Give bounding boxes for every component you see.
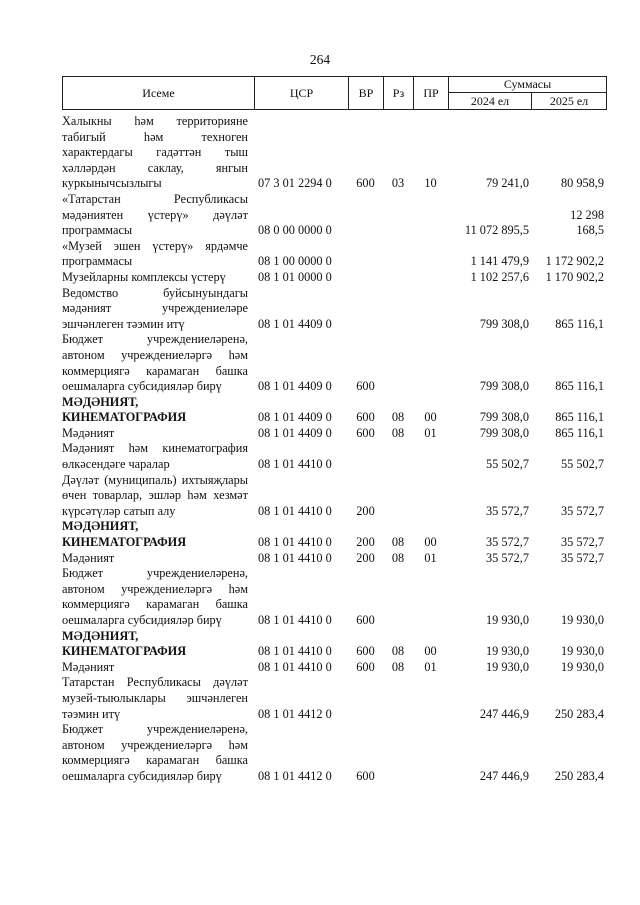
row-sum-2024: 799 308,0 (479, 425, 529, 440)
row-name: Мәдәният (62, 659, 115, 674)
row-csr: 08 1 01 4410 0 (258, 550, 332, 565)
row-rz (383, 769, 413, 785)
row-vr (348, 457, 383, 473)
row-sum-2025: 35 572,7 (560, 550, 604, 565)
row-pr (413, 457, 448, 473)
row-rz (383, 504, 413, 520)
row-name: Мәдәният һәм кинематография өлкәсендәге чаралар (62, 441, 248, 472)
row-csr: 08 1 01 4410 0 (258, 659, 332, 674)
row-vr: 600 (356, 425, 375, 440)
row-sum-2025: 35 572,7 (560, 503, 604, 518)
row-csr: 08 0 00 0000 0 (258, 223, 332, 238)
row-csr: 08 1 01 4409 0 (258, 410, 332, 425)
row-vr (348, 223, 383, 239)
row-csr: 08 1 01 4410 0 (258, 644, 332, 659)
row-sum-2024: 35 572,7 (485, 550, 529, 565)
row-sum-2025: 865 116,1 (555, 410, 604, 425)
row-name: Музейларны комплексы үстерү (62, 269, 226, 284)
row-sum-2025: 12 298 168,5 (570, 207, 604, 238)
row-name: МӘДӘНИЯТ, КИНЕМАТОГРАФИЯ (62, 628, 187, 659)
table-row (62, 722, 607, 784)
row-csr: 08 1 01 4410 0 (258, 535, 332, 550)
row-sum-2025: 250 283,4 (554, 706, 604, 721)
row-sum-2024: 55 502,7 (485, 457, 529, 472)
row-pr (413, 613, 448, 629)
row-csr: 08 1 01 4410 0 (258, 503, 332, 518)
row-rz: 03 (391, 176, 405, 191)
row-rz: 08 (391, 410, 405, 425)
row-vr: 600 (356, 644, 375, 659)
row-pr: 00 (424, 410, 437, 425)
row-name: «Музей эшен үстерү» ярдәмче программасы (62, 238, 248, 269)
row-sum-2025: 865 116,1 (555, 379, 604, 394)
row-csr: 07 3 01 2294 0 (258, 176, 332, 191)
row-rz (383, 707, 413, 723)
row-pr: 01 (424, 425, 437, 440)
row-sum-2024: 247 446,9 (479, 768, 529, 783)
header-csr: ЦСР (255, 77, 349, 109)
row-name: Дәүләт (муниципаль) ихтыяҗлары өчен товарлар, эшләр һәм хезмәт күрсәтүләр сатып алу (62, 472, 248, 518)
row-pr: 10 (424, 176, 437, 191)
row-csr: 08 1 01 0000 0 (258, 269, 332, 284)
row-name: Бюджет учреждениеләренә, автоном учреждениеләргә һәм коммерциягә карамаган башка оешмаларга субсидияләр бирү (62, 332, 248, 394)
row-csr: 08 1 01 4412 0 (258, 706, 332, 721)
row-sum-2025: 19 930,0 (560, 613, 604, 627)
table-row (62, 675, 607, 722)
table-row (62, 519, 607, 550)
row-pr: 01 (424, 659, 437, 674)
row-pr (413, 504, 448, 520)
row-rz (383, 223, 413, 239)
row-rz (383, 613, 413, 629)
table-row (62, 473, 607, 520)
row-vr: 200 (356, 535, 375, 550)
row-sum-2025: 35 572,7 (560, 535, 604, 550)
row-name: МӘДӘНИЯТ, КИНЕМАТОГРАФИЯ (62, 519, 187, 550)
row-sum-2024: 11 072 895,5 (464, 223, 529, 238)
row-rz: 08 (391, 535, 405, 550)
header-vr: ВР (349, 77, 384, 109)
row-sum-2024: 35 572,7 (485, 503, 529, 518)
row-name: Татарстан Республикасы дәүләт музей-тыюлыклары эшчәнлеген тәэмин итү (62, 675, 248, 721)
row-csr: 08 1 01 4409 0 (258, 425, 332, 440)
row-sum-2025: 19 930,0 (560, 659, 604, 674)
row-csr: 08 1 00 0000 0 (258, 254, 332, 269)
row-vr (348, 270, 383, 286)
table-row (62, 660, 607, 676)
row-sum-2025: 250 283,4 (554, 768, 604, 783)
row-csr: 08 1 01 4410 0 (258, 457, 332, 472)
row-sum-2024: 79 241,0 (485, 176, 529, 191)
row-vr: 200 (356, 550, 375, 565)
row-sum-2025: 865 116,1 (555, 316, 604, 331)
row-pr (413, 223, 448, 239)
table-row (62, 629, 607, 660)
table-row (62, 332, 607, 394)
table-row (62, 239, 607, 270)
header-rz: Рз (384, 77, 414, 109)
row-vr: 600 (356, 768, 375, 783)
table-body (62, 114, 607, 785)
row-vr: 200 (356, 503, 375, 518)
row-sum-2025: 1 170 902,2 (545, 269, 604, 284)
row-pr: 00 (424, 644, 437, 659)
row-rz: 08 (391, 644, 405, 659)
row-name: Бюджет учреждениеләренә, автоном учреждениеләргә һәм коммерциягә карамаган башка оешмаларга субсидияләр бирү (62, 722, 248, 783)
row-csr: 08 1 01 4409 0 (258, 316, 332, 331)
row-name: МӘДӘНИЯТ, КИНЕМАТОГРАФИЯ (62, 394, 187, 425)
row-rz (383, 317, 413, 333)
header-year-2024: 2024 ел (449, 93, 532, 109)
table-row (62, 566, 607, 628)
row-rz: 08 (391, 550, 405, 565)
row-sum-2025: 865 116,1 (555, 425, 604, 440)
row-csr: 08 1 01 4409 0 (258, 379, 332, 394)
row-pr (413, 707, 448, 723)
row-sum-2024: 19 930,0 (485, 644, 529, 659)
table-row (62, 441, 607, 472)
row-sum-2024: 19 930,0 (485, 613, 529, 627)
row-sum-2024: 799 308,0 (479, 379, 529, 394)
table-row (62, 395, 607, 426)
table-header (62, 76, 607, 110)
row-pr (413, 379, 448, 395)
row-csr: 08 1 01 4410 0 (258, 613, 332, 627)
row-rz: 08 (391, 659, 405, 674)
page-number: 264 (309, 52, 331, 67)
row-vr: 600 (356, 176, 375, 191)
row-name: Ведомство буйсынуындагы мәдәният учреждениеләре эшчәнлеген тәэмин итү (62, 285, 248, 331)
row-pr (413, 254, 448, 270)
header-pr: ПР (414, 77, 449, 109)
table-row (62, 114, 607, 192)
row-csr: 08 1 01 4412 0 (258, 768, 332, 783)
row-sum-2025: 55 502,7 (560, 457, 604, 472)
row-pr (413, 270, 448, 286)
row-vr: 600 (356, 410, 375, 425)
row-sum-2024: 799 308,0 (479, 316, 529, 331)
row-vr: 600 (356, 613, 375, 627)
row-sum-2024: 799 308,0 (479, 410, 529, 425)
row-sum-2024: 1 102 257,6 (470, 269, 529, 284)
row-vr: 600 (356, 379, 375, 394)
row-vr (348, 317, 383, 333)
row-name: Бюджет учреждениеләренә, автоном учреждениеләргә һәм коммерциягә карамаган башка оешмаларга субсидияләр бирү (62, 566, 248, 627)
row-name: Мәдәният (62, 425, 115, 440)
row-sum-2025: 19 930,0 (560, 644, 604, 659)
row-rz: 08 (391, 425, 405, 440)
row-pr (413, 317, 448, 333)
row-name: «Татарстан Республикасы мәдәниятен үстерү» дәүләт программасы (62, 191, 248, 238)
row-rz (383, 457, 413, 473)
header-sums: Суммасы (449, 77, 606, 93)
header-year-2025: 2025 ел (549, 93, 589, 108)
row-pr: 01 (424, 550, 437, 565)
table-row (62, 551, 607, 567)
row-sum-2025: 1 172 902,2 (545, 254, 604, 269)
row-pr (413, 769, 448, 785)
row-vr (348, 254, 383, 270)
row-name: Халыкны һәм территорияне табигый һәм техноген характердагы гадәттән тыш хәлләрдән саклау, янгын куркынычсызлыгы (62, 114, 248, 191)
row-vr (348, 707, 383, 723)
table-row (62, 426, 607, 442)
row-pr: 00 (424, 535, 437, 550)
row-rz (383, 254, 413, 270)
row-name: Мәдәният (62, 550, 115, 565)
row-vr: 600 (356, 659, 375, 674)
row-sum-2024: 19 930,0 (485, 659, 529, 674)
header-name: Исеме (63, 77, 255, 109)
row-rz (383, 379, 413, 395)
table-row (62, 270, 607, 286)
row-sum-2024: 35 572,7 (485, 535, 529, 550)
row-rz (383, 270, 413, 286)
row-sum-2024: 247 446,9 (479, 706, 529, 721)
row-sum-2024: 1 141 479,9 (470, 254, 529, 269)
table-row (62, 286, 607, 333)
row-sum-2025: 80 958,9 (560, 176, 604, 191)
table-row (62, 192, 607, 239)
